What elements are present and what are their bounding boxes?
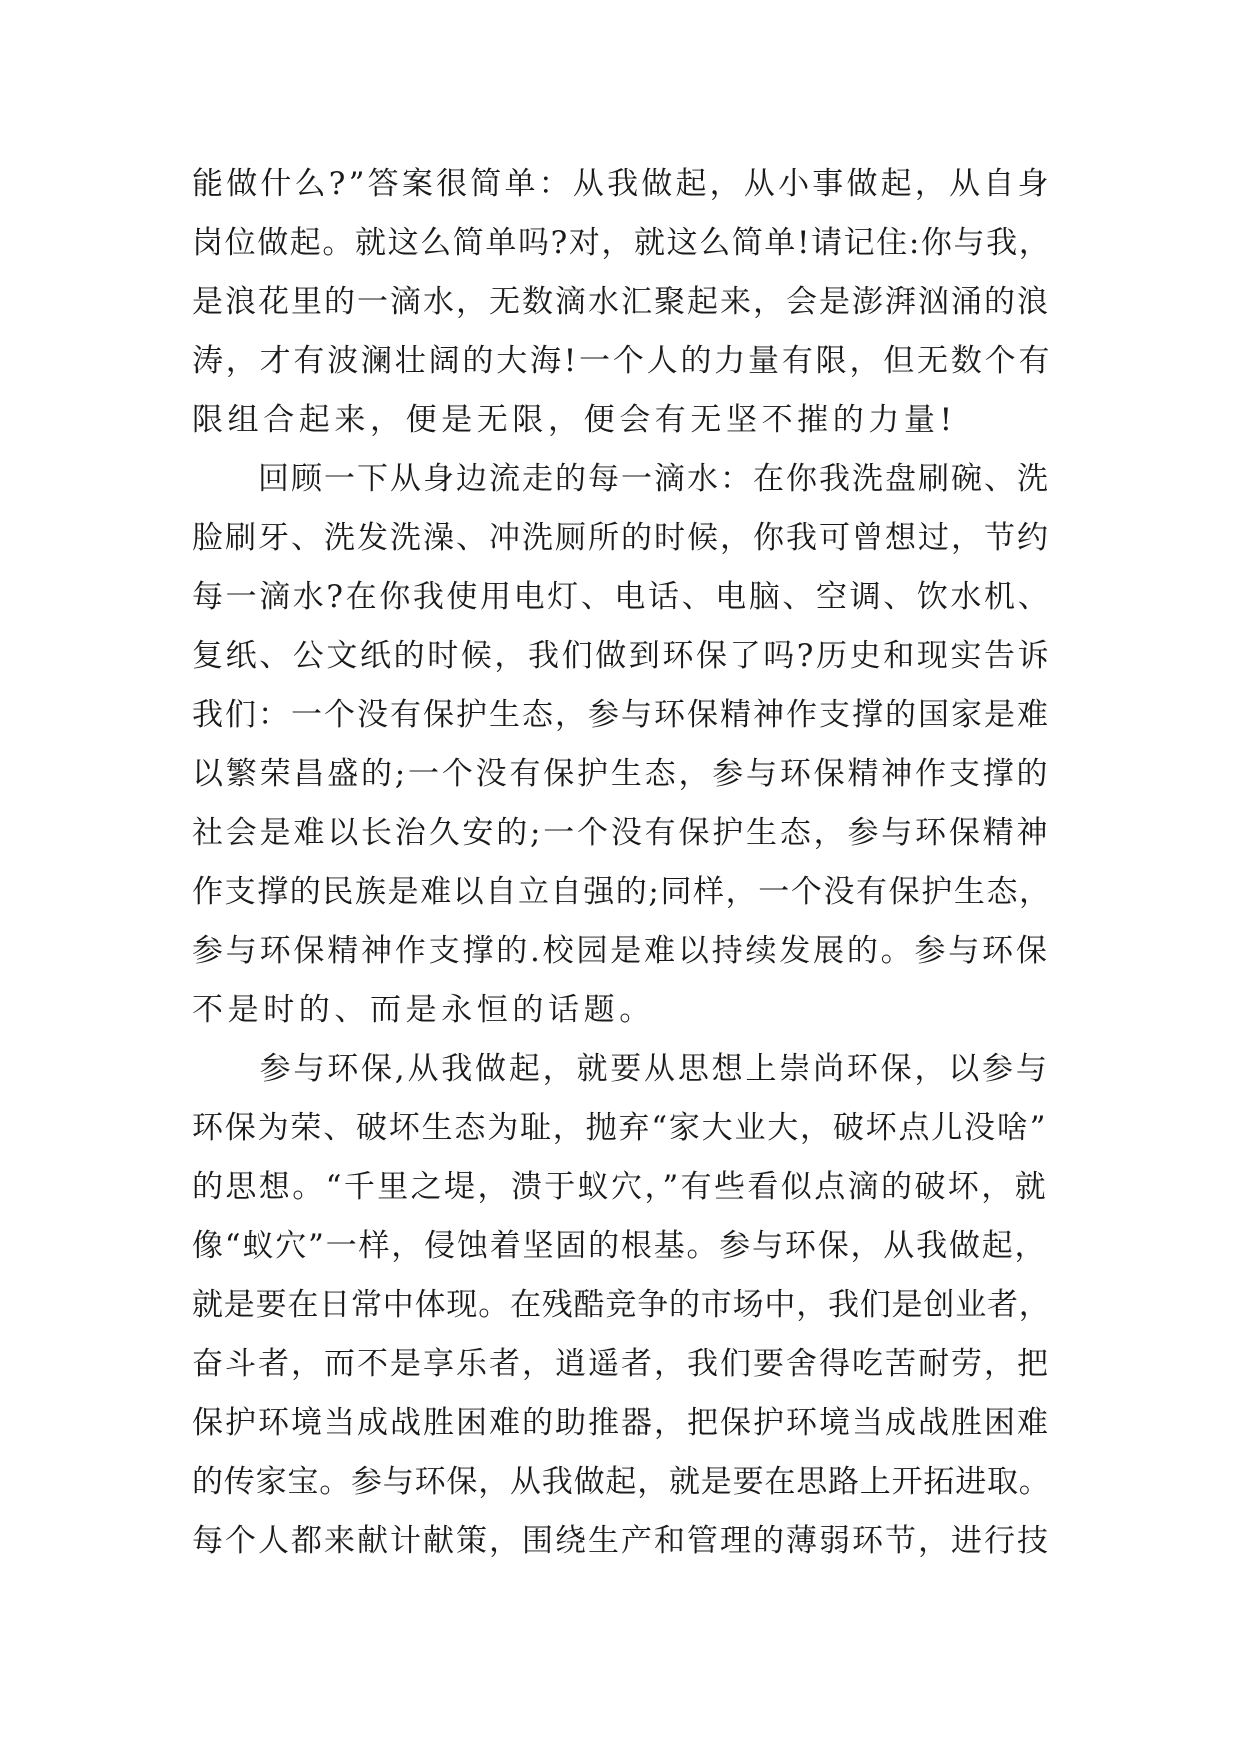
body-text <box>192 155 1052 1571</box>
text-line: 像“蚁穴”一样，侵蚀着坚固的根基。参与环保，从我做起， <box>192 1228 1048 1264</box>
text-line: 我们：一个没有保护生态，参与环保精神作支撑的国家是难 <box>192 697 1050 733</box>
text-line: 能做什么?”答案很简单：从我做起，从小事做起，从自身 <box>192 166 1052 202</box>
text-line: 复纸、公文纸的时候，我们做到环保了吗?历史和现实告诉 <box>192 638 1052 674</box>
text-line: 是浪花里的一滴水，无数滴水汇聚起来，会是澎湃汹涌的浪 <box>192 284 1050 320</box>
text-line: 限组合起来，便是无限，便会有无坚不摧的力量! <box>192 402 957 438</box>
text-line: 的传家宝。参与环保，从我做起，就是要在思路上开拓进取。 <box>192 1464 1051 1500</box>
text-line: 的思想。“千里之堤，溃于蚁穴，”有些看似点滴的破坏，就 <box>192 1169 1048 1205</box>
text-line: 涛，才有波澜壮阔的大海!一个人的力量有限，但无数个有 <box>192 343 1053 379</box>
text-line: 脸刷牙、洗发洗澡、冲洗厕所的时候，你我可曾想过，节约 <box>192 520 1050 556</box>
text-line: 参与环保,从我做起，就要从思想上崇尚环保，以参与 <box>192 1051 1050 1087</box>
text-line: 保护环境当成战胜困难的助推器，把保护环境当成战胜困难 <box>192 1405 1050 1441</box>
text-line: 每一滴水?在你我使用电灯、电话、电脑、空调、饮水机、 <box>192 579 1052 615</box>
text-line: 每个人都来献计献策，围绕生产和管理的薄弱环节，进行技 <box>192 1523 1050 1559</box>
text-line: 以繁荣昌盛的;一个没有保护生态，参与环保精神作支撑的 <box>192 756 1051 792</box>
text-line: 环保为荣、破坏生态为耻，抛弃“家大业大，破坏点儿没啥” <box>192 1110 1048 1146</box>
text-line: 奋斗者，而不是享乐者，逍遥者，我们要舍得吃苦耐劳，把 <box>192 1346 1050 1382</box>
text-line: 就是要在日常中体现。在残酷竞争的市场中，我们是创业者， <box>192 1287 1051 1323</box>
text-line: 社会是难以长治久安的;一个没有保护生态，参与环保精神 <box>192 815 1051 851</box>
text-line: 不是时的、而是永恒的话题。 <box>192 992 655 1028</box>
text-line: 参与环保精神作支撑的.校园是难以持续发展的。参与环保 <box>192 933 1050 969</box>
text-line: 岗位做起。就这么简单吗?对，就这么简单!请记住:你与我， <box>192 225 1052 261</box>
text-line: 作支撑的民族是难以自立自强的;同样，一个没有保护生态， <box>192 874 1052 910</box>
text-line: 回顾一下从身边流走的每一滴水：在你我洗盘刷碗、洗 <box>192 461 1050 497</box>
